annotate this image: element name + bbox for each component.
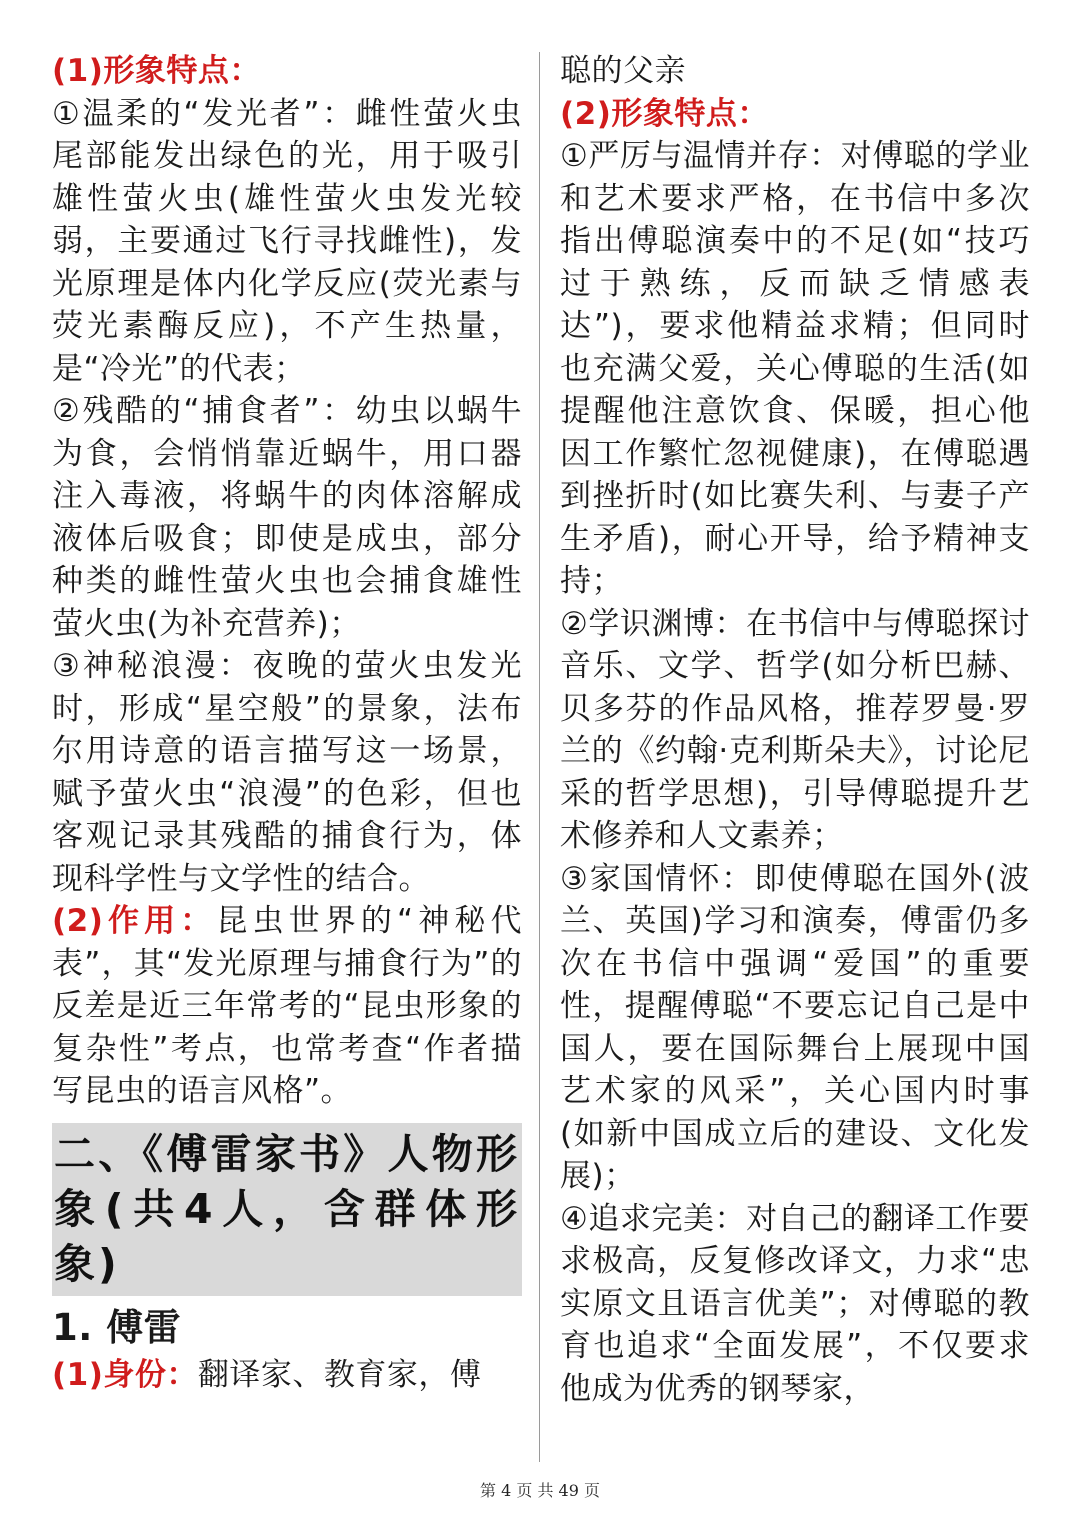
paragraph-patriotism: ③家国情怀：即使傅聪在国外(波兰、英国)学习和演奏，傅雷仍多次在书信中强调“爱国”的重要性，提醒傅聪“不要忘记自己是中国人，要在国际舞台上展现中国艺术家的风采”，关心国内时事(如新中国成立后的建设、文化发展)； [560,860,1030,1194]
footer-prefix: 第 [479,1481,496,1500]
page-footer [0,1478,1080,1501]
footer-mid: 页 共 [516,1481,554,1500]
paragraph-mysterious-romance: ③神秘浪漫：夜晚的萤火虫发光时，形成“星空般”的景象，法布尔用诗意的语言描写这一场景，赋予萤火虫“浪漫”的色彩，但也客观记录其残酷的捕食行为，体现科学性与文学性的结合。 [52,648,522,897]
heading-image-features-2: (2)形象特点： [560,95,769,132]
paragraph-perfection: ④追求完美：对自己的翻译工作要求极高，反复修改译文，力求“忠实原文且语言优美”；对傅聪的教育也追求“全面发展”，不仅要求他成为优秀的钢琴家， [560,1200,1030,1407]
footer-total-pages: 49 [558,1481,579,1500]
right-column [560,50,1030,1410]
paragraph-gentle-glower: ①温柔的“发光者”：雌性萤火虫尾部能发出绿色的光，用于吸引雄性萤火虫(雄性萤火虫发光较弱，主要通过飞行寻找雌性)，发光原理是体内化学反应(荧光素与荧光素酶反应)，不产生热量，是“冷光”的代表； [52,95,522,387]
heading-function: (2)作用： [52,903,217,939]
heading-identity: (1)身份： [52,1356,198,1393]
paragraph-continuation: 聪的父亲 [560,53,686,89]
footer-suffix: 页 [584,1481,601,1500]
identity-text: 翻译家、教育家，傅 [197,1356,482,1393]
column-divider [539,52,540,1462]
paragraph-identity [52,1354,522,1397]
paragraph-strict-warm: ①严厉与温情并存：对傅聪的学业和艺术要求严格，在书信中多次指出傅聪演奏中的不足(如“技巧过于熟练，反而缺乏情感表达”)，要求他精益求精；但同时也充满父爱，关心傅聪的生活(如提醒他注意饮食、保暖，担心他因工作繁忙忽视健康)，在傅聪遇到挫折时(如比赛失利、与妻子产生矛盾)，耐心开导，给予精神支持； [560,138,1030,599]
subheading-fu-lei: 1. 傅雷 [52,1305,182,1349]
function-text: 昆虫世界的“神秘代表”，其“发光原理与捕食行为”的反差是近三年常考的“昆虫形象的复杂性”考点，也常考查“作者描写昆虫的语言风格”。 [52,903,523,1109]
heading-image-features: (1)形象特点： [52,53,261,89]
paragraph-erudite: ②学识渊博：在书信中与傅聪探讨音乐、文学、哲学(如分析巴赫、贝多芬的作品风格，推荐罗曼·罗兰的《约翰·克利斯朵夫》，讨论尼采的哲学思想)，引导傅聪提升艺术修养和人文素养； [560,605,1030,854]
left-column [52,50,522,1396]
footer-page-number: 4 [501,1481,512,1500]
paragraph-function [52,900,522,1113]
paragraph-cruel-predator: ②残酷的“捕食者”：幼虫以蜗牛为食，会悄悄靠近蜗牛，用口器注入毒液，将蜗牛的肉体溶解成液体后吸食；即使是成虫，部分种类的雌性萤火虫也会捕食雄性萤火虫(为补充营养)； [52,393,522,642]
section-title: 二、《傅雷家书》人物形象(共4人，含群体形象) [52,1123,522,1296]
